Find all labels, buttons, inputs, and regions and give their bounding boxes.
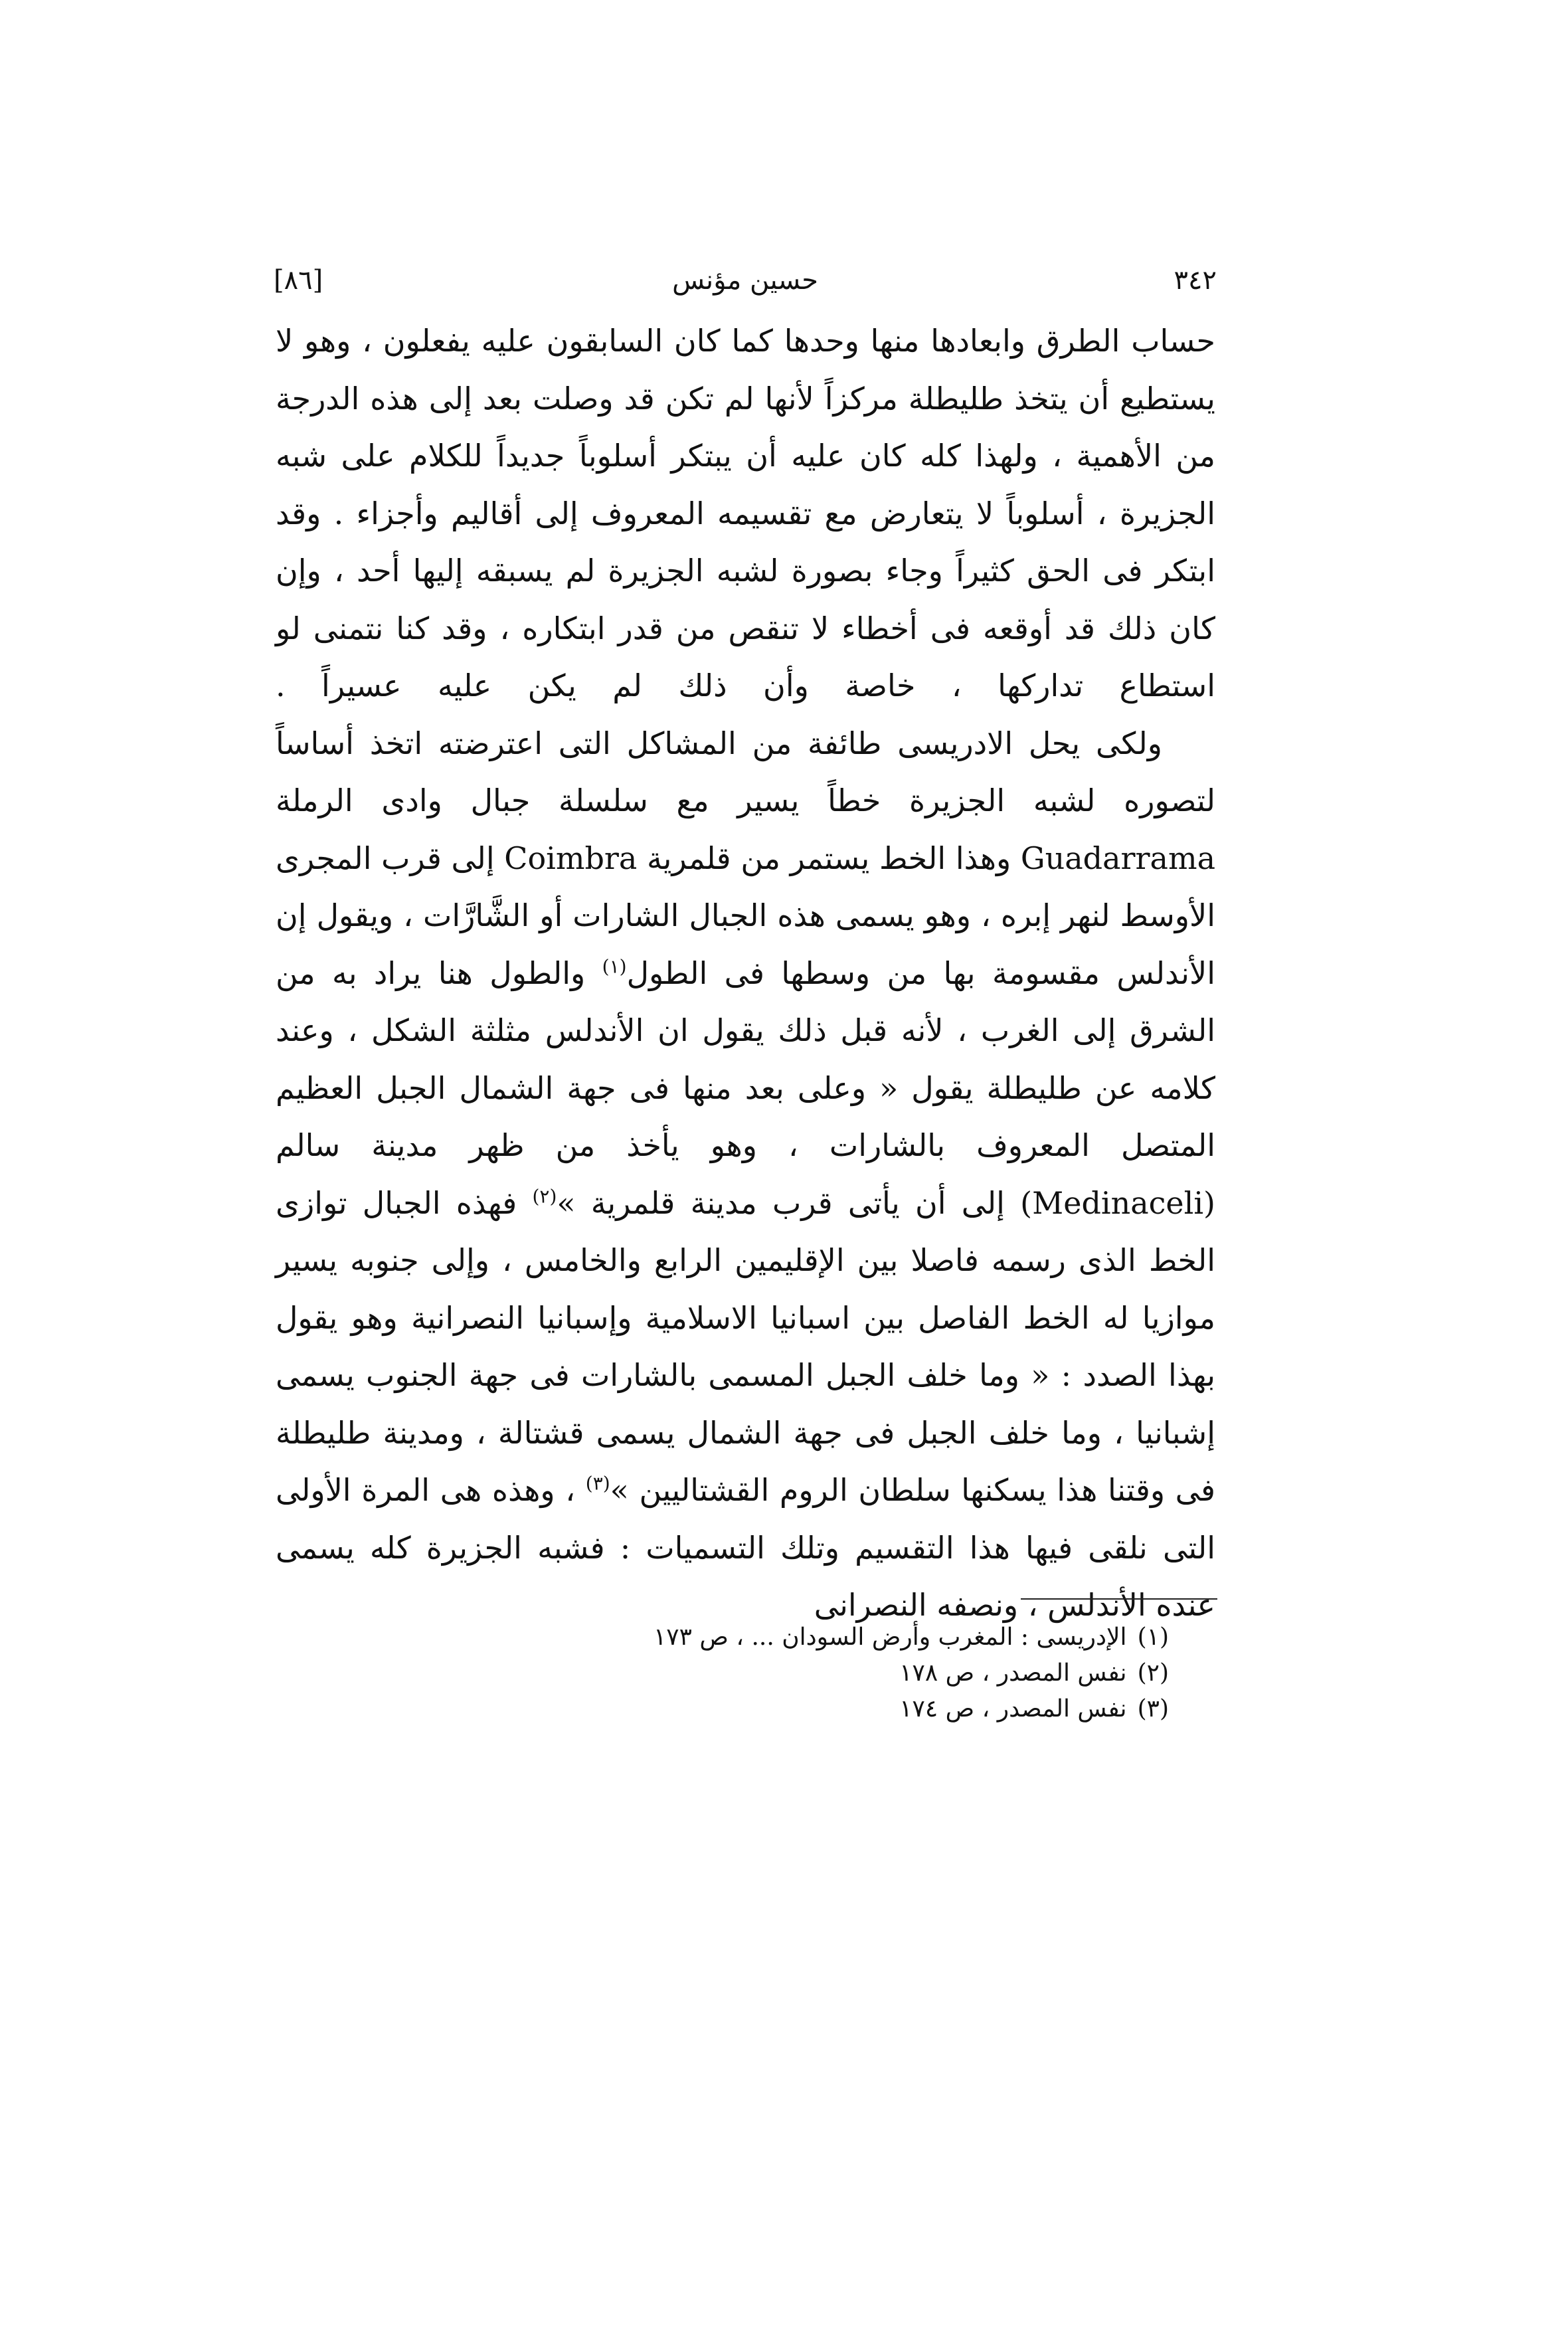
paragraph-2-part-e: إلى أن يأتى قرب مدينة قلمرية »	[557, 1184, 1021, 1221]
footnote	[531, 1691, 1169, 1727]
footnote-number: (١)	[1137, 1624, 1169, 1651]
folio-bracketed: [٨٦]	[274, 265, 323, 296]
page-number: ٣٤٢	[1174, 265, 1217, 296]
paragraph-2-part-g: ، وهذه هى المرة الأولى التى نلقى فيها هذا التقسيم وتلك التسميات : فشبه الجزيرة كله يسمى عنده الأندلس ، ونصفه النصرانى	[276, 1472, 1215, 1623]
latin-term-guadarrama: Guadarrama	[1020, 840, 1215, 876]
running-head	[274, 260, 1217, 314]
footnote-ref-3: (٣)	[585, 1472, 610, 1495]
footnote	[531, 1620, 1169, 1655]
footnote-text: نفس المصدر ، ص ١٧٤	[899, 1695, 1127, 1723]
body-text	[276, 312, 1215, 1634]
footnotes	[531, 1620, 1169, 1727]
footnote-number: (٢)	[1137, 1659, 1169, 1687]
author-name: حسين مؤنس	[672, 265, 818, 296]
paragraph-2-part-c: إلى قرب المجرى الأوسط لنهر إبره ، وهو يسمى هذه الجبال الشارات أو الشَّارَّات ، ويقول إن الأندلس مقسومة بها من وسطها فى الطول	[276, 840, 1215, 991]
paragraph-1: حساب الطرق وابعادها منها وحدها كما كان السابقون عليه يفعلون ، وهو لا يستطيع أن يتخذ طليطلة مركزاً لأنها لم تكن قد وصلت بعد إلى هذه الدرجة من الأهمية ، ولهذا كله كان عليه أن يبتكر أسلوباً جديداً للكلام على شبه الجزيرة ، أسلوباً لا يتعارض مع تقسيمه المعروف إلى أقاليم وأجزاء . وقد ابتكر فى الحق كثيراً وجاء بصورة لشبه الجزيرة لم يسبقه إليها أحد ، وإن كان ذلك قد أوقعه فى أخطاء لا تنقص من قدر ابتكاره ، وقد كنا نتمنى لو استطاع تداركها ، خاصة وأن ذلك لم يكن عليه عسيراً .	[276, 323, 1215, 703]
latin-term-medinaceli: (Medinaceli)	[1020, 1184, 1216, 1221]
footnote-ref-2: (٢)	[532, 1185, 557, 1208]
footnote-text: نفس المصدر ، ص ١٧٨	[899, 1659, 1127, 1687]
paragraph-2-part-a: ولكى يحل الادريسى طائفة من المشاكل التى اعترضته اتخذ أساساً لتصوره لشبه الجزيرة خطاً يسير مع سلسلة جبال وادى الرملة	[276, 725, 1215, 818]
footnote-ref-1: (١)	[602, 955, 627, 978]
footnote	[531, 1655, 1169, 1691]
footnote-text: الإدريسى : المغرب وأرض السودان ... ، ص ١٧٣	[653, 1624, 1127, 1651]
latin-term-coimbra: Coimbra	[504, 840, 638, 876]
paragraph-2	[276, 715, 1215, 1634]
paragraph-2-part-b: وهذا الخط يستمر من قلمرية	[637, 840, 1021, 876]
paragraph-2-part-f: فهذه الجبال توازى الخط الذى رسمه فاصلا بين الإقليمين الرابع والخامس ، وإلى جنوبه يسير موازيا له الخط الفاصل بين اسبانيا الاسلامية وإسبانيا النصرانية وهو يقول بهذا الصدد : « وما خلف الجبل المسمى بالشارات فى جهة الجنوب يسمى إشبانيا ، وما خلف الجبل فى جهة الشمال يسمى قشتالة ، ومدينة طليطلة فى وقتنا هذا يسكنها سلطان الروم القشتاليين »	[276, 1184, 1215, 1508]
footnote-separator	[1021, 1598, 1217, 1600]
footnote-number: (٣)	[1137, 1695, 1169, 1723]
paragraph-2-part-d: والطول هنا يراد به من الشرق إلى الغرب ، لأنه قبل ذلك يقول ان الأندلس مثلثة الشكل ، وعند كلامه عن طليطلة يقول « وعلى بعد منها فى جهة الشمال الجبل العظيم المتصل المعروف بالشارات ، وهو يأخذ من ظهر مدينة سالم	[276, 955, 1215, 1163]
